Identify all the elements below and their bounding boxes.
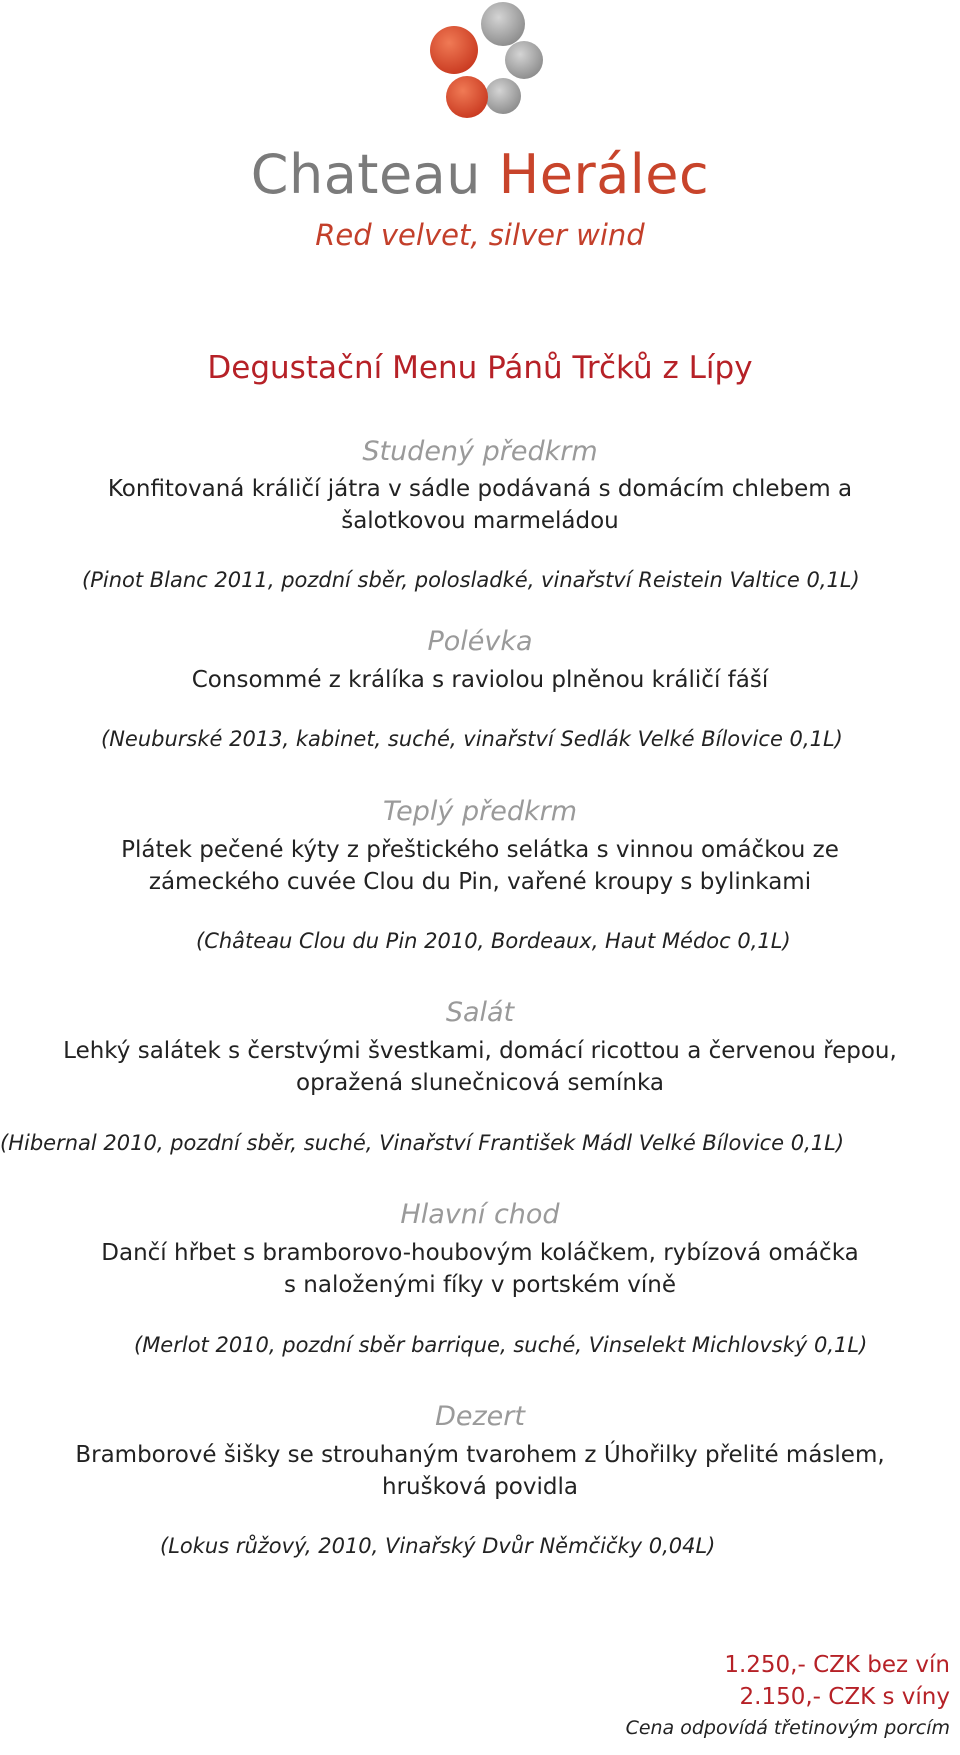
menu-title: Degustační Menu Pánů Trčků z Lípy [207,350,753,386]
wine-pairing: (Merlot 2010, pozdní sběr barrique, suché, Vinselekt Michlovský 0,1L) [134,1333,868,1357]
dish-line: Lehký salátek s čerstvými švestkami, domácí ricottou a červenou řepou, [63,1038,897,1064]
brand-tagline: Red velvet, silver wind [315,218,645,252]
wine-pairing: (Lokus růžový, 2010, Vinařský Dvůr Němčičky 0,04L) [160,1534,716,1558]
wine-pairing: (Hibernal 2010, pozdní sběr, suché, Vinařství František Mádl Velké Bílovice 0,1L) [0,1131,845,1155]
wine-pairing: (Neuburské 2013, kabinet, suché, vinařství Sedlák Velké Bílovice 0,1L) [101,727,843,751]
course-title: Hlavní chod [400,1199,560,1230]
course-title: Teplý předkrm [383,796,577,827]
dish-line: Konfitovaná králičí játra v sádle podávaná s domácím chlebem a [107,476,853,502]
course-dish [0,664,960,696]
brand-name-first: Chateau [250,143,481,206]
brand-name-second: Herálec [498,143,710,206]
dish-line: hrušková povidla [382,1474,578,1500]
course-dish [0,473,960,537]
dish-line: Dančí hřbet s bramborovo-houbovým koláčkem, rybízová omáčka [101,1240,859,1266]
dish-line: zámeckého cuvée Clou du Pin, vařené kroupy s bylinkami [148,869,812,895]
dish-line: Bramborové šišky se strouhaným tvarohem z Úhořilky přelité máslem, [75,1442,885,1468]
dish-line: s naloženými fíky v portském víně [284,1272,676,1298]
price-with-wine: 2.150,- CZK s víny [739,1684,950,1710]
course-title: Studený předkrm [362,436,598,467]
dish-line: Plátek pečené kýty z přeštického selátka s vinnou omáčkou ze [121,837,839,863]
course-dish [0,1237,960,1301]
dish-line: Consommé z králíka s raviolou plněnou králičí fáší [191,667,769,693]
course-title: Polévka [427,626,533,657]
course-dish [0,1035,960,1099]
course-title: Dezert [435,1401,525,1432]
wine-pairing: (Pinot Blanc 2011, pozdní sběr, polosladké, vinařství Reistein Valtice 0,1L) [82,568,860,592]
course-title: Salát [445,997,515,1028]
wine-pairing: (Château Clou du Pin 2010, Bordeaux, Haut Médoc 0,1L) [196,929,791,953]
brand-name [0,143,960,206]
course-dish [0,834,960,898]
course-dish [0,1439,960,1503]
dish-line: opražená slunečnicová semínka [296,1070,664,1096]
dish-line: šalotkovou marmeládou [341,508,619,534]
price-note: Cena odpovídá třetinovým porcím [625,1717,950,1739]
price-without-wine: 1.250,- CZK bez vín [724,1652,950,1678]
flower-logo-icon [420,0,560,140]
